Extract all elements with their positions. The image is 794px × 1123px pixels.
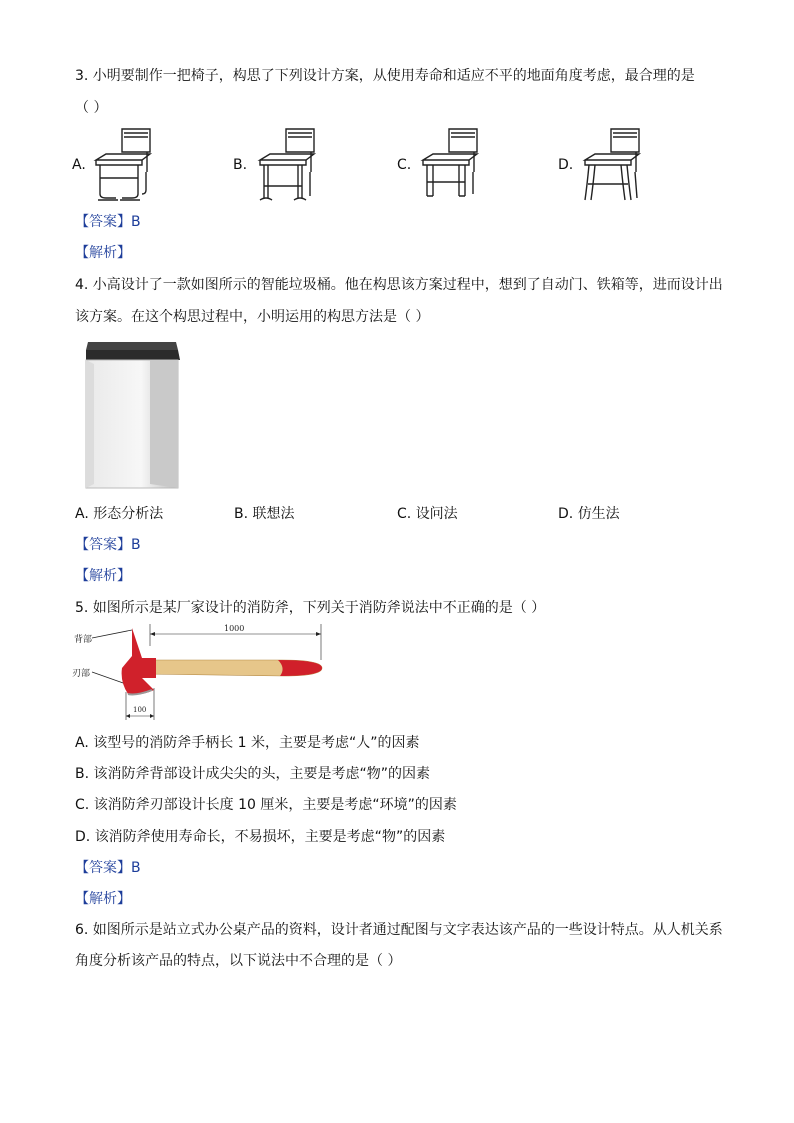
answer-label: 【答案】 <box>75 214 131 230</box>
answer-value: B <box>131 214 141 230</box>
q3-option-c-letter: C. <box>397 157 412 173</box>
q4-analysis-label: 【解析】 <box>75 568 131 584</box>
q3-chair-a-image <box>92 126 154 204</box>
q6-stem-line1: 6. 如图所示是站立式办公桌产品的资料，设计者通过配图与文字表达该产品的一些设计特点。从人机关系 <box>75 922 723 938</box>
q5-answer <box>75 858 141 878</box>
answer-label: 【答案】 <box>75 537 131 553</box>
q3-chair-b-image <box>256 126 318 204</box>
q5-option-c: C. 该消防斧刃部设计长度 10 厘米，主要是考虑“环境”的因素 <box>75 797 457 813</box>
axe-dim-length: 1000 <box>224 624 245 633</box>
q3-analysis-label: 【解析】 <box>75 245 131 261</box>
answer-value: B <box>131 860 141 876</box>
q4-smart-trash-can-image <box>80 338 184 494</box>
q3-answer <box>75 212 141 232</box>
axe-label-back: 背部 <box>74 635 93 645</box>
q5-option-d: D. 该消防斧使用寿命长，不易损坏，主要是考虑“物”的因素 <box>75 829 446 845</box>
answer-value: B <box>131 537 141 553</box>
q4-stem-line1: 4. 小高设计了一款如图所示的智能垃圾桶。他在构思该方案过程中，想到了自动门、铁箱等，进而设计出 <box>75 277 723 293</box>
q4-option-b: B. 联想法 <box>234 506 295 522</box>
q6-stem-line2: 角度分析该产品的特点，以下说法中不合理的是（ ） <box>75 953 402 969</box>
q4-answer <box>75 535 141 555</box>
axe-label-blade: 刃部 <box>72 669 91 679</box>
q3-option-a-letter: A. <box>72 157 86 173</box>
q4-option-d: D. 仿生法 <box>558 506 620 522</box>
q3-option-b-letter: B. <box>233 157 248 173</box>
q5-option-a: A. 该型号的消防斧手柄长 1 米，主要是考虑“人”的因素 <box>75 735 420 751</box>
q4-option-a: A. 形态分析法 <box>75 506 164 522</box>
axe-dim-blade: 100 <box>133 706 147 714</box>
answer-label: 【答案】 <box>75 860 131 876</box>
q3-chair-c-image <box>419 126 481 204</box>
q5-stem: 5. 如图所示是某厂家设计的消防斧，下列关于消防斧说法中不正确的是（ ） <box>75 600 546 616</box>
q3-chair-d-image <box>581 126 643 204</box>
q3-stem: 3. 小明要制作一把椅子，构思了下列设计方案，从使用寿命和适应不平的地面角度考虑，最合理的是 <box>75 68 695 84</box>
q5-analysis-label: 【解析】 <box>75 891 131 907</box>
q3-blank: （ ） <box>75 100 108 116</box>
q4-stem-line2: 该方案。在这个构思过程中，小明运用的构思方法是（ ） <box>75 309 430 325</box>
q5-option-b: B. 该消防斧背部设计成尖尖的头，主要是考虑“物”的因素 <box>75 766 431 782</box>
q5-fire-axe-figure <box>72 620 328 722</box>
q4-option-c: C. 设问法 <box>397 506 458 522</box>
q3-option-d-letter: D. <box>558 157 574 173</box>
